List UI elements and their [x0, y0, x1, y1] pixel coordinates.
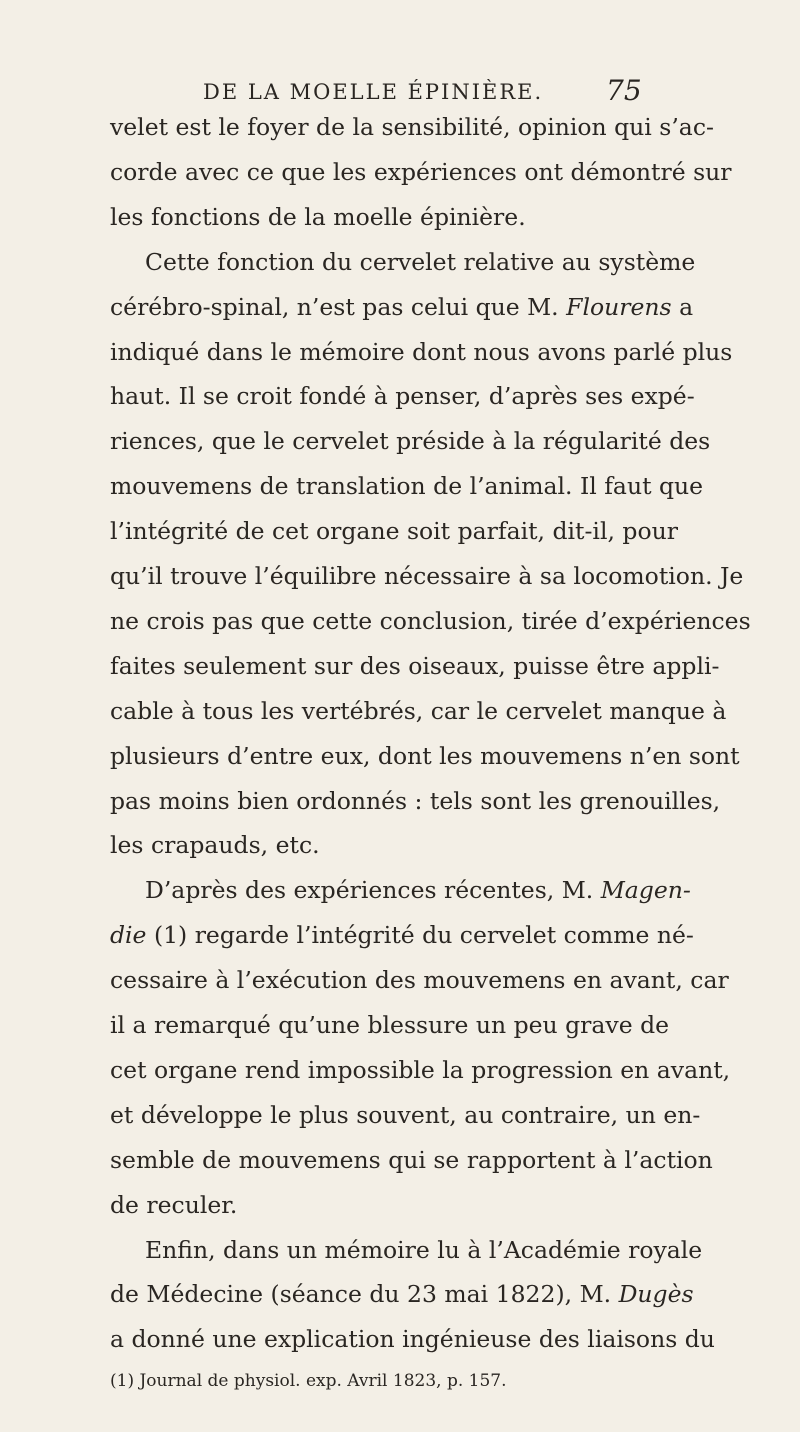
text-segment: les crapauds, etc. [110, 831, 320, 860]
text-line [110, 471, 703, 501]
text-line [110, 516, 678, 546]
text-line [110, 292, 693, 322]
text-line [110, 786, 720, 816]
text-line [110, 606, 751, 636]
text-line [110, 202, 526, 232]
text-segment: a [671, 292, 694, 321]
text-segment: cessaire à l’exécution des mouvemens en avant, car [110, 966, 729, 995]
text-segment: les fonctions de la moelle épinière. [110, 202, 526, 231]
text-line [110, 426, 710, 456]
text-line [110, 1279, 694, 1309]
text-segment: velet est le foyer de la sensibilité, opinion qui s’ac- [110, 113, 714, 141]
text-line [110, 741, 740, 771]
page-header [0, 74, 800, 114]
text-line [110, 920, 694, 950]
text-line [110, 1145, 713, 1175]
italic-name: Dugès [618, 1280, 694, 1309]
text-line [110, 651, 719, 681]
text-segment: l’intégrité de cet organe soit parfait, dit-il, pour [110, 517, 678, 546]
text-line [110, 381, 695, 411]
text-line [110, 1055, 730, 1085]
text-line [110, 830, 320, 860]
text-segment: riences, que le cervelet préside à la régularité des [110, 427, 711, 456]
text-line [145, 247, 695, 277]
text-segment: D’après des expériences récentes, M. [145, 876, 601, 905]
text-line [145, 875, 691, 905]
text-line [110, 696, 726, 726]
text-segment: qu’il trouve l’équilibre nécessaire à sa locomotion. Je [110, 562, 744, 590]
text-segment: ne crois pas que cette conclusion, tirée d’expériences [110, 606, 751, 635]
footnote: (1) Journal de physiol. exp. Avril 1823, p. 157. [110, 1371, 507, 1391]
text-line [110, 1100, 700, 1130]
text-segment: a donné une explication ingénieuse des liaisons du [110, 1325, 715, 1354]
italic-name: Flourens [566, 292, 672, 321]
text-line [110, 1190, 237, 1220]
text-segment: indiqué dans le mémoire dont nous avons parlé plus [110, 337, 733, 366]
text-segment: Cette fonction du cervelet relative au système [145, 247, 696, 276]
running-title: DE LA MOELLE ÉPINIÈRE. [203, 80, 544, 104]
text-line [110, 561, 743, 591]
italic-name: Magen- [600, 876, 691, 905]
text-segment: plusieurs d’entre eux, dont les mouvemens n’en sont [110, 741, 740, 770]
text-line [110, 157, 732, 187]
text-segment: haut. Il se croit fondé à penser, d’après ses expé- [110, 382, 695, 411]
text-segment: cérébro-spinal, n’est pas celui que M. [110, 292, 567, 321]
text-line [110, 1010, 669, 1040]
text-line [110, 965, 729, 995]
text-segment: cet organe rend impossible la progression en avant, [110, 1055, 731, 1084]
text-line [110, 112, 714, 142]
text-segment: Enfin, dans un mémoire lu à l’Académie royale [145, 1235, 703, 1264]
text-line [110, 1324, 715, 1354]
text-line [145, 1235, 702, 1265]
text-segment: il a remarqué qu’une blessure un peu grave de [110, 1011, 670, 1039]
text-segment: et développe le plus souvent, au contraire, un en- [110, 1100, 701, 1129]
italic-name: die [110, 921, 147, 950]
text-segment: (1) regarde l’intégrité du cervelet comme né- [146, 921, 694, 950]
text-segment: faites seulement sur des oiseaux, puisse être appli- [110, 651, 720, 680]
text-segment: mouvemens de translation de l’animal. Il faut que [110, 472, 704, 501]
text-segment: de Médecine (séance du 23 mai 1822), M. [110, 1280, 619, 1309]
text-line [110, 337, 732, 367]
page-number: 75 [606, 74, 642, 107]
text-segment: cable à tous les vertébrés, car le cervelet manque à [110, 696, 727, 725]
text-segment: de reculer. [110, 1190, 238, 1219]
text-segment: pas moins bien ordonnés : tels sont les grenouilles, [110, 786, 721, 815]
text-segment: semble de mouvemens qui se rapportent à l’action [110, 1145, 713, 1174]
text-segment: corde avec ce que les expériences ont démontré sur [110, 157, 732, 186]
